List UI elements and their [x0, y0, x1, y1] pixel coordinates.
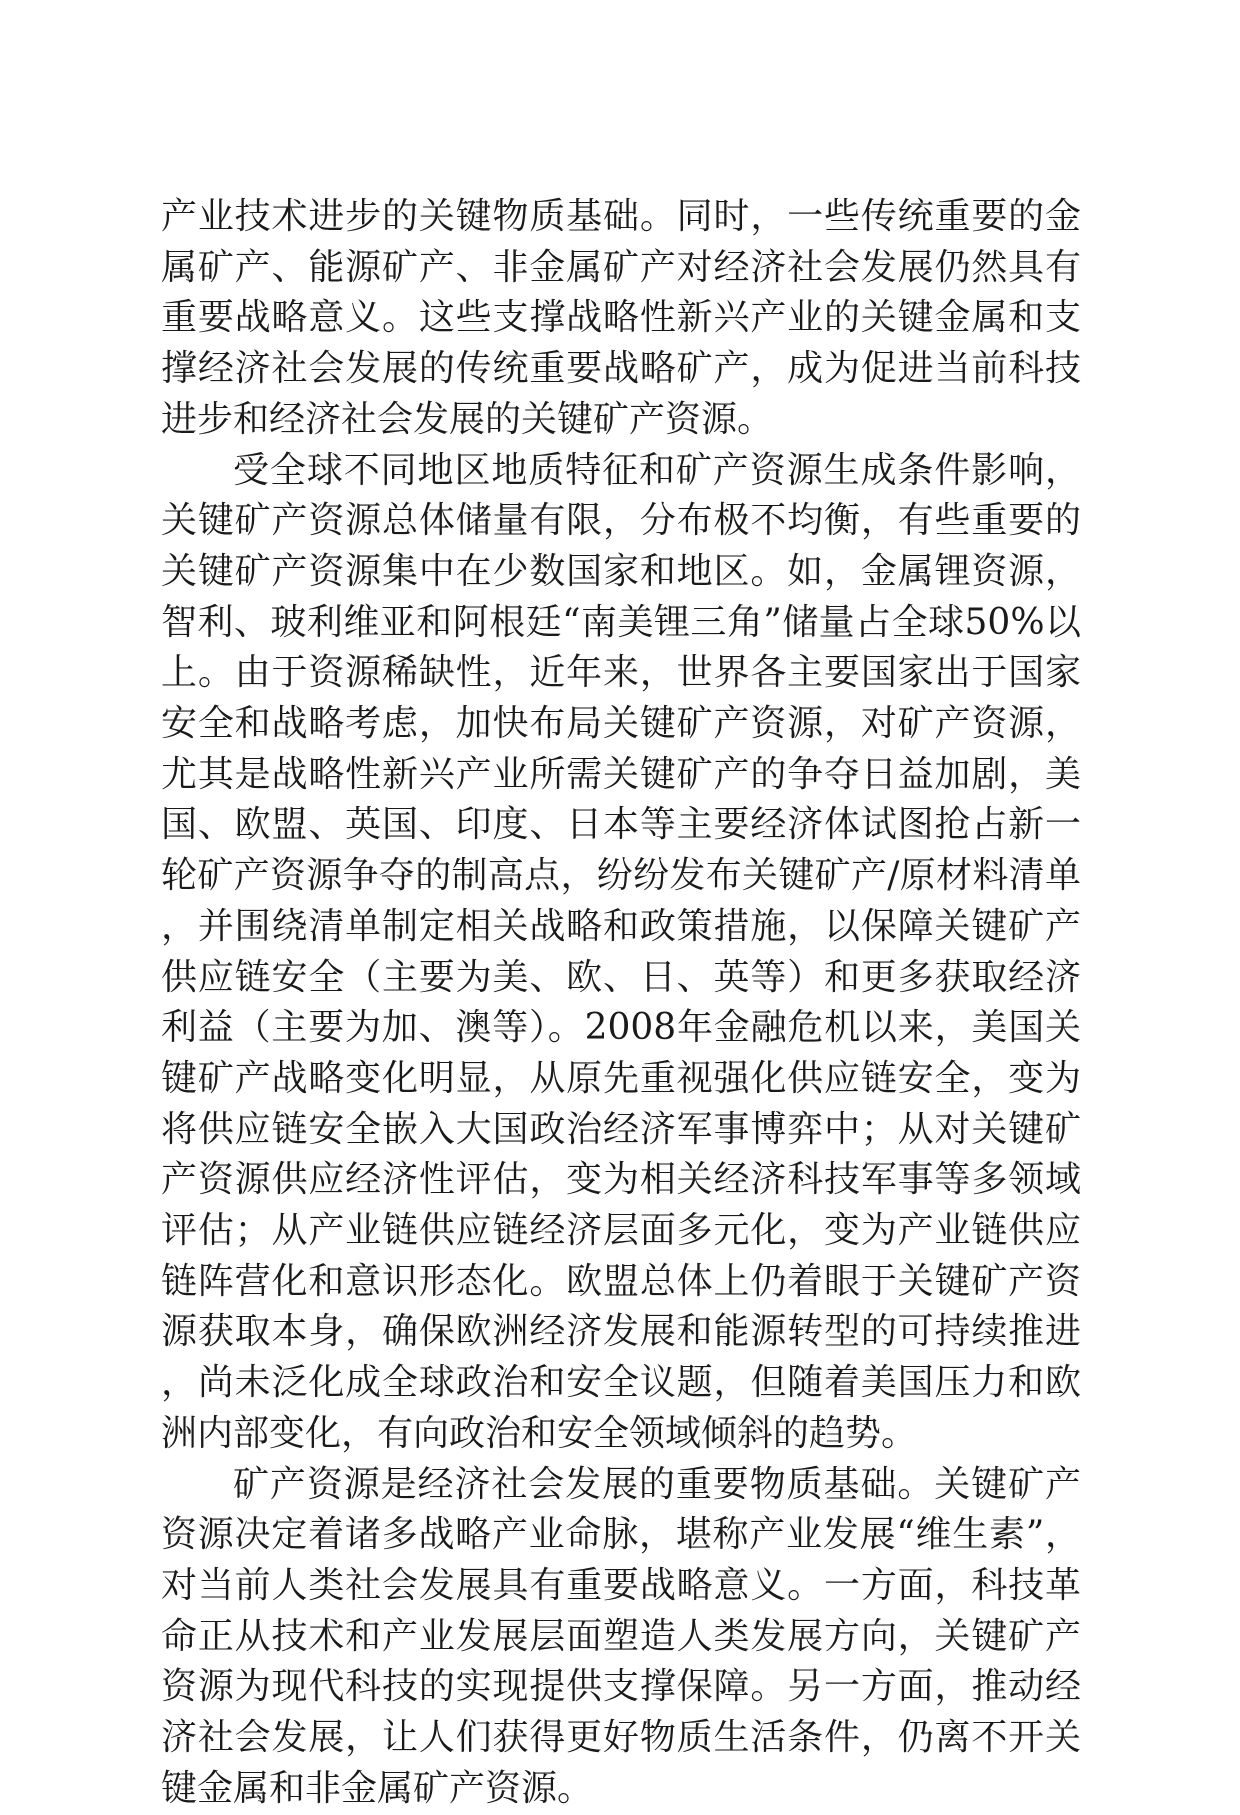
- body-text: [161, 192, 1081, 1815]
- paragraph-3: 矿产资源是经济社会发展的重要物质基础。关键矿产资源决定着诸多战略产业命脉，堪称产业发展“维生素”，对当前人类社会发展具有重要战略意义。一方面，科技革命正从技术和产业发展层面塑造人类发展方向，关键矿产资源为现代科技的实现提供支撑保障。另一方面，推动经济社会发展，让人们获得更好物质生活条件，仍离不开关键金属和非金属矿产资源。: [161, 1463, 1081, 1809]
- paragraph-2: 受全球不同地区地质特征和矿产资源生成条件影响，关键矿产资源总体储量有限，分布极不均衡，有些重要的关键矿产资源集中在少数国家和地区。如，金属锂资源，智利、玻利维亚和阿根廷“南美锂三角”储量占全球50%以上。由于资源稀缺性，近年来，世界各主要国家出于国家安全和战略考虑，加快布局关键矿产资源，对矿产资源，尤其是战略性新兴产业所需关键矿产的争夺日益加剧，美国、欧盟、英国、印度、日本等主要经济体试图抢占新一轮矿产资源争夺的制高点，纷纷发布关键矿产/原材料清单，并围绕清单制定相关战略和政策措施，以保障关键矿产供应链安全（主要为美、欧、日、英等）和更多获取经济利益（主要为加、澳等）。2008年金融危机以来，美国关键矿产战略变化明显，从原先重视强化供应链安全，变为将供应链安全嵌入大国政治经济军事博弈中；从对关键矿产资源供应经济性评估，变为相关经济科技军事等多领域评估；从产业链供应链经济层面多元化，变为产业链供应链阵营化和意识形态化。欧盟总体上仍着眼于关键矿产资源获取本身，确保欧洲经济发展和能源转型的可持续推进，尚未泛化成全球政治和安全议题，但随着美国压力和欧洲内部变化，有向政治和安全领域倾斜的趋势。: [161, 449, 1081, 1454]
- paragraph-1: 产业技术进步的关键物质基础。同时，一些传统重要的金属矿产、能源矿产、非金属矿产对经济社会发展仍然具有重要战略意义。这些支撑战略性新兴产业的关键金属和支撑经济社会发展的传统重要战略矿产，成为促进当前科技进步和经济社会发展的关键矿产资源。: [161, 196, 1081, 440]
